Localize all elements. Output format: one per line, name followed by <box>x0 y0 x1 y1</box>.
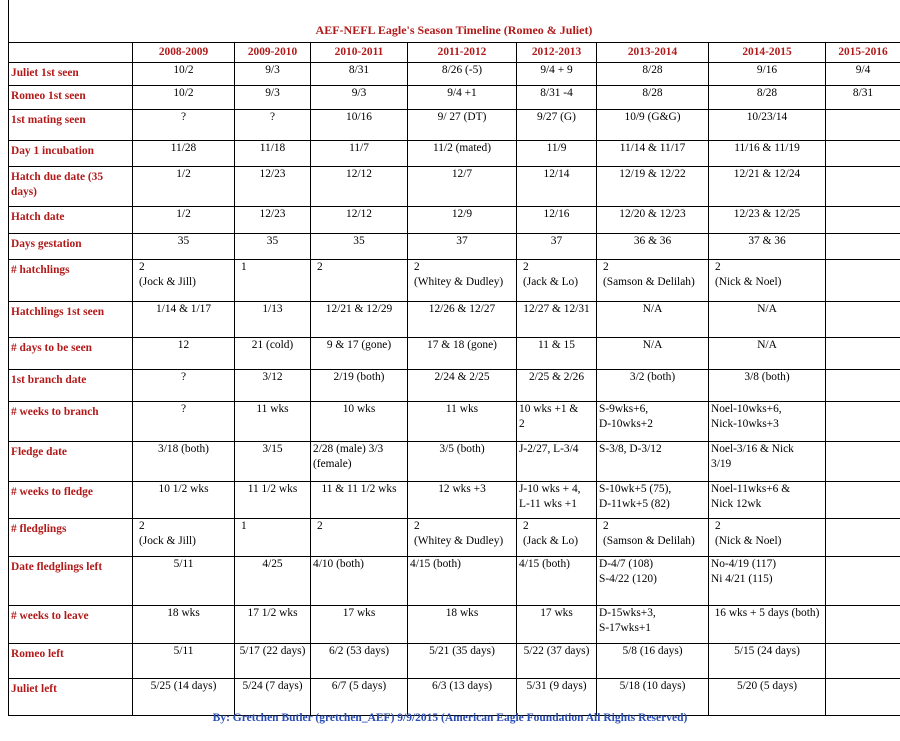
table-row-fledge-date <box>9 442 900 482</box>
table-cell: 12/20 & 12/23 <box>597 207 709 234</box>
table-cell: 8/26 (-5) <box>408 63 517 86</box>
row-label: Date fledglings left <box>9 557 133 606</box>
table-cell: 35 <box>133 234 235 260</box>
table-row-num-fledglings <box>9 519 900 557</box>
table-cell: 4/15 (both) <box>517 557 597 606</box>
table-cell: J-2/27, L-3/4 <box>517 442 597 482</box>
row-label: # fledglings <box>9 519 133 557</box>
column-header: 2013-2014 <box>597 43 709 63</box>
table-cell: 4/25 <box>235 557 311 606</box>
table-cell: 2/25 & 2/26 <box>517 370 597 402</box>
footer-credit: By: Gretchen Butler (gretchen_AEF) 9/9/2015 (American Eagle Foundation All Rights Reserved) <box>212 712 688 724</box>
table-cell: 2 (Jock & Jill) <box>133 260 235 302</box>
timeline-table <box>8 42 900 716</box>
table-cell <box>826 234 900 260</box>
table-cell: 12/26 & 12/27 <box>408 302 517 338</box>
row-label: Romeo 1st seen <box>9 86 133 110</box>
column-header: 2008-2009 <box>133 43 235 63</box>
table-cell: 11 & 11 1/2 wks <box>311 482 408 519</box>
row-label: # hatchlings <box>9 260 133 302</box>
table-cell: 5/22 (37 days) <box>517 644 597 679</box>
table-cell: 37 <box>517 234 597 260</box>
table-cell: 6/3 (13 days) <box>408 679 517 716</box>
table-cell: 12 wks +3 <box>408 482 517 519</box>
table-cell: 2 (Whitey & Dudley) <box>408 260 517 302</box>
table-cell: 2 <box>311 519 408 557</box>
table-cell <box>826 302 900 338</box>
table-cell: Noel-3/16 & Nick 3/19 <box>709 442 826 482</box>
table-cell: N/A <box>709 302 826 338</box>
table-row-num-hatchlings <box>9 260 900 302</box>
table-cell: 2 (Jock & Jill) <box>133 519 235 557</box>
table-row-1st-mating-seen <box>9 110 900 141</box>
table-cell: 2/24 & 2/25 <box>408 370 517 402</box>
table-row-day-1-incubation <box>9 141 900 167</box>
table-cell: 1 <box>235 260 311 302</box>
table-cell <box>826 110 900 141</box>
table-cell: 9/16 <box>709 63 826 86</box>
table-row-days-to-be-seen <box>9 338 900 370</box>
table-cell: 16 wks + 5 days (both) <box>709 606 826 644</box>
table-row-weeks-to-leave <box>9 606 900 644</box>
table-cell: 9/4 +1 <box>408 86 517 110</box>
table-cell <box>826 679 900 716</box>
table-cell: 12/12 <box>311 167 408 207</box>
table-cell: 12/19 & 12/22 <box>597 167 709 207</box>
row-label: Romeo left <box>9 644 133 679</box>
table-cell <box>826 482 900 519</box>
table-cell: 37 & 36 <box>709 234 826 260</box>
row-label: Fledge date <box>9 442 133 482</box>
table-cell: 5/31 (9 days) <box>517 679 597 716</box>
table-cell: 11 & 15 <box>517 338 597 370</box>
table-cell: 8/28 <box>597 63 709 86</box>
table-cell: 12/16 <box>517 207 597 234</box>
table-cell: 11/28 <box>133 141 235 167</box>
column-header: 2014-2015 <box>709 43 826 63</box>
table-cell: 8/28 <box>597 86 709 110</box>
table-cell: 12/14 <box>517 167 597 207</box>
table-cell: 5/21 (35 days) <box>408 644 517 679</box>
table-cell: N/A <box>709 338 826 370</box>
table-cell: 21 (cold) <box>235 338 311 370</box>
table-cell: 36 & 36 <box>597 234 709 260</box>
table-cell: 11/14 & 11/17 <box>597 141 709 167</box>
table-cell: 3/2 (both) <box>597 370 709 402</box>
table-cell <box>826 442 900 482</box>
table-cell: 10/9 (G&G) <box>597 110 709 141</box>
table-cell: 9/ 27 (DT) <box>408 110 517 141</box>
row-label: 1st branch date <box>9 370 133 402</box>
table-row-hatch-date <box>9 207 900 234</box>
table-cell: N/A <box>597 338 709 370</box>
table-cell: 10 wks +1 & 2 <box>517 402 597 442</box>
table-cell: 10/16 <box>311 110 408 141</box>
row-label: Hatchlings 1st seen <box>9 302 133 338</box>
table-cell: N/A <box>597 302 709 338</box>
column-header: 2012-2013 <box>517 43 597 63</box>
table-cell: 12/12 <box>311 207 408 234</box>
table-cell: D-15wks+3, S-17wks+1 <box>597 606 709 644</box>
table-cell: 3/18 (both) <box>133 442 235 482</box>
table-cell: 37 <box>408 234 517 260</box>
table-cell: 5/18 (10 days) <box>597 679 709 716</box>
table-cell: 9/4 <box>826 63 900 86</box>
table-cell: 11/9 <box>517 141 597 167</box>
row-label: 1st mating seen <box>9 110 133 141</box>
table-row-date-fledglings-left <box>9 557 900 606</box>
table-cell: S-9wks+6, D-10wks+2 <box>597 402 709 442</box>
table-cell: J-10 wks + 4, L-11 wks +1 <box>517 482 597 519</box>
header-row <box>9 43 900 63</box>
row-label: Hatch due date (35 days) <box>9 167 133 207</box>
table-cell: 2 (Jack & Lo) <box>517 260 597 302</box>
row-label: # weeks to leave <box>9 606 133 644</box>
table-cell: 10/2 <box>133 63 235 86</box>
table-cell: 8/31 -4 <box>517 86 597 110</box>
table-cell: 11 wks <box>408 402 517 442</box>
row-label: # days to be seen <box>9 338 133 370</box>
table-cell <box>826 519 900 557</box>
table-cell: D-4/7 (108) S-4/22 (120) <box>597 557 709 606</box>
table-cell: 2 <box>311 260 408 302</box>
table-cell: Noel-11wks+6 & Nick 12wk <box>709 482 826 519</box>
table-cell: ? <box>235 110 311 141</box>
table-cell <box>826 167 900 207</box>
table-cell: 5/11 <box>133 644 235 679</box>
page-title: AEF-NEFL Eagle's Season Timeline (Romeo & Juliet) <box>315 23 593 37</box>
table-row-romeo-left <box>9 644 900 679</box>
table-cell: 1/13 <box>235 302 311 338</box>
table-cell: 4/15 (both) <box>408 557 517 606</box>
column-header: 2010-2011 <box>311 43 408 63</box>
table-cell: 17 wks <box>517 606 597 644</box>
row-label: # weeks to branch <box>9 402 133 442</box>
table-cell <box>826 370 900 402</box>
table-cell: 5/24 (7 days) <box>235 679 311 716</box>
table-row-weeks-to-fledge <box>9 482 900 519</box>
table-cell <box>826 402 900 442</box>
table-cell: Noel-10wks+6, Nick-10wks+3 <box>709 402 826 442</box>
table-cell: 35 <box>311 234 408 260</box>
row-label: # weeks to fledge <box>9 482 133 519</box>
table-cell <box>826 338 900 370</box>
header-corner <box>9 43 133 63</box>
table-cell: ? <box>133 402 235 442</box>
table-cell: 5/17 (22 days) <box>235 644 311 679</box>
table-cell <box>826 260 900 302</box>
table-cell: ? <box>133 370 235 402</box>
table-cell: 12/7 <box>408 167 517 207</box>
table-cell: 1/2 <box>133 167 235 207</box>
table-row-hatch-due-date <box>9 167 900 207</box>
table-cell: 12 <box>133 338 235 370</box>
table-cell: 11/16 & 11/19 <box>709 141 826 167</box>
table-cell: 17 wks <box>311 606 408 644</box>
table-cell: 1/14 & 1/17 <box>133 302 235 338</box>
table-cell: 17 & 18 (gone) <box>408 338 517 370</box>
table-cell: 2/19 (both) <box>311 370 408 402</box>
table-cell: 12/21 & 12/24 <box>709 167 826 207</box>
table-cell: 12/21 & 12/29 <box>311 302 408 338</box>
table-cell: 8/31 <box>311 63 408 86</box>
table-row-juliet-left <box>9 679 900 716</box>
table-cell <box>826 557 900 606</box>
table-cell: 10/2 <box>133 86 235 110</box>
table-cell: 3/5 (both) <box>408 442 517 482</box>
table-cell: 1/2 <box>133 207 235 234</box>
table-cell: 9/3 <box>235 86 311 110</box>
table-cell: S-10wk+5 (75), D-11wk+5 (82) <box>597 482 709 519</box>
table-cell: 9/27 (G) <box>517 110 597 141</box>
table-cell: 11/18 <box>235 141 311 167</box>
table-cell: 35 <box>235 234 311 260</box>
row-label: Juliet left <box>9 679 133 716</box>
table-cell: 6/2 (53 days) <box>311 644 408 679</box>
table-cell: 10 wks <box>311 402 408 442</box>
table-cell: 5/15 (24 days) <box>709 644 826 679</box>
table-cell: 2 (Whitey & Dudley) <box>408 519 517 557</box>
table-cell: 3/12 <box>235 370 311 402</box>
table-row-juliet-1st-seen <box>9 63 900 86</box>
table-cell: 9 & 17 (gone) <box>311 338 408 370</box>
table-cell: 11 wks <box>235 402 311 442</box>
table-cell: 11/2 (mated) <box>408 141 517 167</box>
table-cell: 2 (Nick & Noel) <box>709 519 826 557</box>
table-cell: ? <box>133 110 235 141</box>
table-cell: 9/3 <box>311 86 408 110</box>
row-label: Juliet 1st seen <box>9 63 133 86</box>
table-row-hatchlings-1st-seen <box>9 302 900 338</box>
table-cell: 12/23 & 12/25 <box>709 207 826 234</box>
table-cell: 18 wks <box>133 606 235 644</box>
table-cell: 12/23 <box>235 207 311 234</box>
table-cell <box>826 207 900 234</box>
table-cell <box>826 141 900 167</box>
table-cell: 11 1/2 wks <box>235 482 311 519</box>
table-cell: 17 1/2 wks <box>235 606 311 644</box>
table-cell: 12/9 <box>408 207 517 234</box>
table-cell: 2 (Samson & Delilah) <box>597 519 709 557</box>
table-cell <box>826 644 900 679</box>
table-cell: S-3/8, D-3/12 <box>597 442 709 482</box>
column-header: 2009-2010 <box>235 43 311 63</box>
table-row-1st-branch-date <box>9 370 900 402</box>
table-row-days-gestation <box>9 234 900 260</box>
table-cell: 8/28 <box>709 86 826 110</box>
table-cell: 12/23 <box>235 167 311 207</box>
table-cell: 3/8 (both) <box>709 370 826 402</box>
table-cell: 5/11 <box>133 557 235 606</box>
table-cell: 4/10 (both) <box>311 557 408 606</box>
table-cell: No-4/19 (117) Ni 4/21 (115) <box>709 557 826 606</box>
table-cell <box>826 606 900 644</box>
column-header: 2015-2016 <box>826 43 900 63</box>
table-cell: 10 1/2 wks <box>133 482 235 519</box>
table-cell: 8/31 <box>826 86 900 110</box>
table-cell: 2 (Samson & Delilah) <box>597 260 709 302</box>
table-cell: 10/23/14 <box>709 110 826 141</box>
table-cell: 1 <box>235 519 311 557</box>
table-row-romeo-1st-seen <box>9 86 900 110</box>
table-cell: 6/7 (5 days) <box>311 679 408 716</box>
column-header: 2011-2012 <box>408 43 517 63</box>
table-cell: 9/3 <box>235 63 311 86</box>
table-cell: 11/7 <box>311 141 408 167</box>
table-cell: 12/27 & 12/31 <box>517 302 597 338</box>
table-cell: 9/4 + 9 <box>517 63 597 86</box>
row-label: Day 1 incubation <box>9 141 133 167</box>
table-cell: 2 (Nick & Noel) <box>709 260 826 302</box>
row-label: Hatch date <box>9 207 133 234</box>
table-cell: 18 wks <box>408 606 517 644</box>
table-cell: 3/15 <box>235 442 311 482</box>
row-label: Days gestation <box>9 234 133 260</box>
table-cell: 2 (Jack & Lo) <box>517 519 597 557</box>
table-cell: 5/20 (5 days) <box>709 679 826 716</box>
table-cell: 2/28 (male) 3/3 (female) <box>311 442 408 482</box>
table-cell: 5/8 (16 days) <box>597 644 709 679</box>
table-row-weeks-to-branch <box>9 402 900 442</box>
table-cell: 5/25 (14 days) <box>133 679 235 716</box>
